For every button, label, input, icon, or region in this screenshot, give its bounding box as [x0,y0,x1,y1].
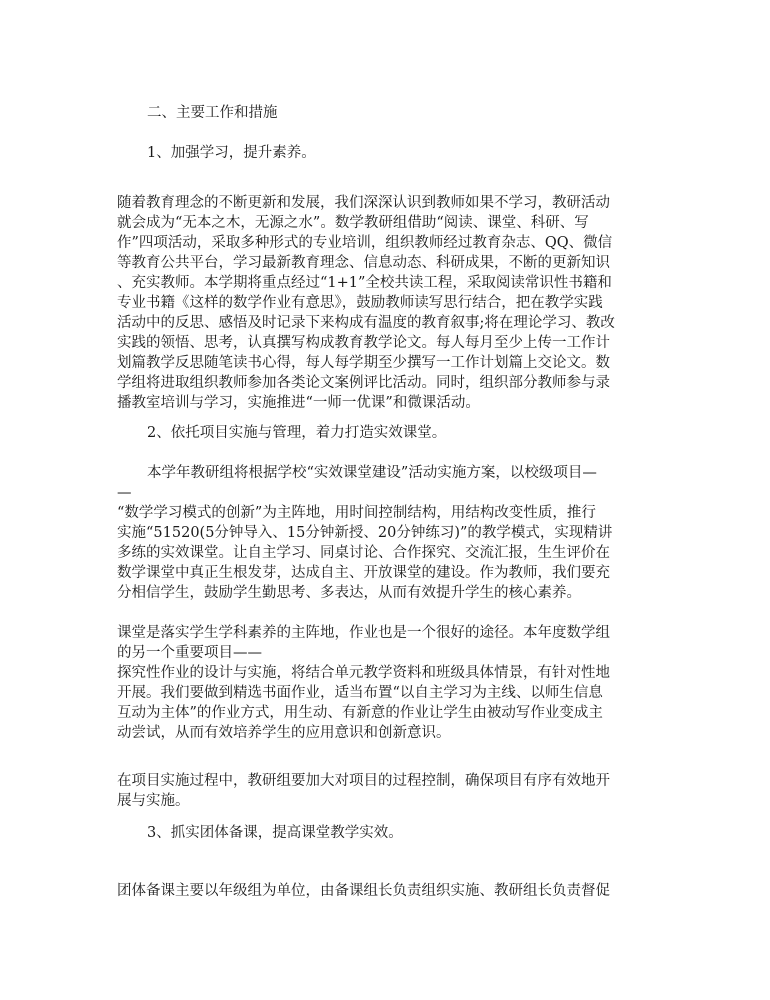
paragraph-line: 数学课堂中真正生根发芽，达成自主、开放课堂的建设。作为教师，我们要充 [117,565,610,581]
paragraph-line: 的另一个重要项目—— [117,645,262,661]
paragraph-line: 实践的领悟、思考，认真撰写构成教育教学论文。每人每月至少上传一工作计 [117,335,610,351]
paragraph-line: — [117,485,132,501]
paragraph-line: “数学学习模式的创新”为主阵地，用时间控制结构，用结构改变性质，推行 [117,505,596,521]
paragraph-line: 开展。我们要做到精选书面作业，适当布置“以自主学习为主线、以师生信息 [117,685,603,701]
paragraph-line: 作”四项活动，采取多种形式的专业培训，组织教师经过教育杂志、QQ、微信 [117,235,613,251]
item-heading-2: 2、依托项目实施与管理，着力打造实效课堂。 [147,425,447,441]
paragraph-line: 探究性作业的设计与实施，将结合单元教学资料和班级具体情景，有针对性地 [117,665,610,681]
paragraph-line: 就会成为“无本之木，无源之水”。数学教研组借助“阅读、课堂、科研、写 [117,215,589,231]
item-heading-3: 3、抓实团体备课，提高课堂教学实效。 [147,825,403,841]
paragraph-line: 动尝试，从而有效培养学生的应用意识和创新意识。 [117,725,451,741]
paragraph-line: 活动中的反思、感悟及时记录下来构成有温度的教育叙事;将在理论学习、教改 [117,315,615,331]
paragraph-line: 、充实教师。本学期将重点经过“1+1”全校共读工程，采取阅读常识性书籍和 [117,275,612,291]
paragraph-line: 分相信学生，鼓励学生勤思考、多表达，从而有效提升学生的核心素养。 [117,585,581,601]
paragraph-line: 多练的实效课堂。让自主学习、同桌讨论、合作探究、交流汇报，生生评价在 [117,545,610,561]
paragraph-line: 互动为主体”的作业方式，用生动、有新意的作业让学生由被动写作业变成主 [117,705,603,721]
paragraph-line: 等教育公共平台，学习最新教育理念、信息动态、科研成果，不断的更新知识 [117,255,610,271]
paragraph-line: 播教室培训与学习，实施推进“一师一优课”和微课活动。 [117,395,480,411]
paragraph-line: 划篇教学反思随笔读书心得，每人每学期至少撰写一工作计划篇上交论文。数 [117,355,610,371]
paragraph-line: 本学年教研组将根据学校“实效课堂建设”活动实施方案，以校级项目— [147,465,597,481]
paragraph-line: 课堂是落实学生学科素养的主阵地，作业也是一个很好的途径。本年度数学组 [117,625,610,641]
paragraph-line: 展与实施。 [117,793,190,809]
paragraph-line: 学组将进取组织教师参加各类论文案例评比活动。同时，组织部分教师参与录 [117,375,610,391]
section-heading: 二、主要工作和措施 [147,105,278,121]
paragraph-line: 专业书籍《这样的数学作业有意思》，鼓励教师读写思行结合，把在教学实践 [117,295,603,311]
paragraph-line: 随着教育理念的不断更新和发展，我们深深认识到教师如果不学习，教研活动 [117,195,610,211]
paragraph-line: 团体备课主要以年级组为单位，由备课组长负责组织实施、教研组长负责督促 [117,883,610,899]
paragraph-line: 在项目实施过程中，教研组要加大对项目的过程控制，确保项目有序有效地开 [117,773,610,789]
item-heading-1: 1、加强学习，提升素养。 [147,145,316,161]
paragraph-line: 实施“51520(5分钟导入、15分钟新授、20分钟练习)”的教学模式，实现精讲 [117,525,613,541]
